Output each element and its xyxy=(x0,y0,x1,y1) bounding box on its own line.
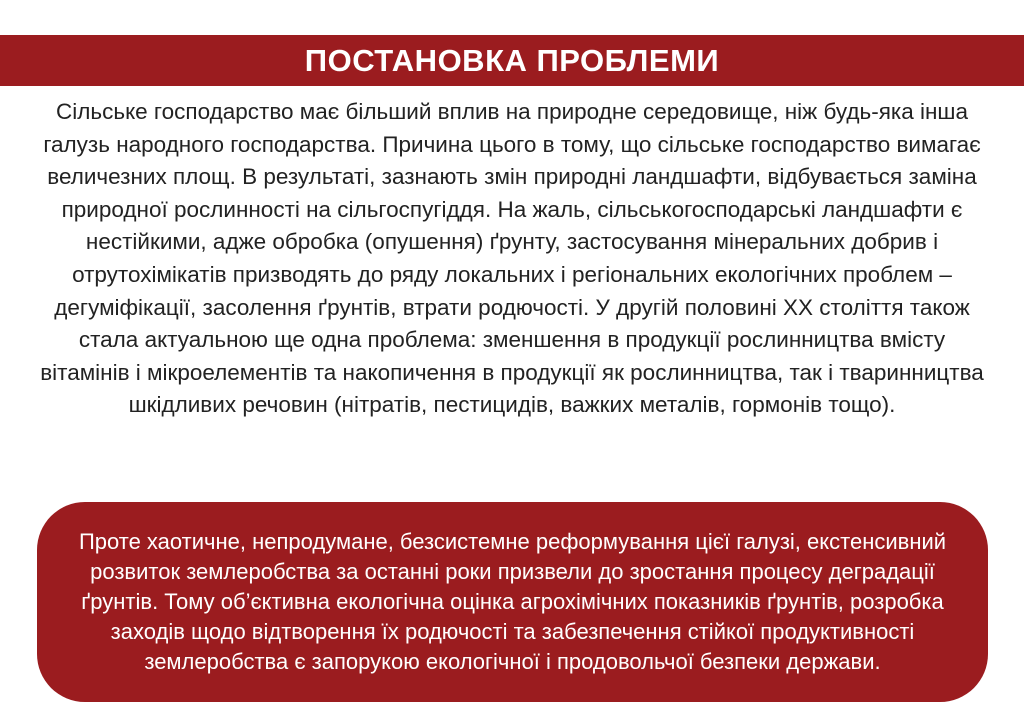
callout-text: Проте хаотичне, непродумане, безсистемне реформування цієї галузі, екстенсивний розвиток землеробства за останні роки призвели до зростання процесу деградації ґрунтів. Тому об’єктивна екологічна оцінка агрохімічних показників ґрунтів, розробка заходів щодо відтворення їх родючості та забезпечення стійкої продуктивності землеробства є запорукою екологічної і продовольчої безпеки держави. xyxy=(78,529,947,674)
title-banner xyxy=(0,35,1024,86)
conclusion-callout xyxy=(37,502,988,702)
main-paragraph: Сільське господарство має більший вплив на природне середовище, ніж будь-яка інша галузь народного господарства. Причина цього в тому, що сільське господарство вимагає величезних площ. В результаті, зазнають змін природні ландшафти, відбувається заміна природної рослинності на сільгоспугіддя. На жаль, сільськогосподарські ландшафти є нестійкими, адже обробка (опушення) ґрунту, застосування мінеральних добрив і отрутохімікатів призводять до ряду локальних і регіональних екологічних проблем – дегуміфікації, засолення ґрунтів, втрати родючості. У другій половині XX століття також стала актуальною ще одна проблема: зменшення в продукції рослинництва вмісту вітамінів і мікроелементів та накопичення в продукції як рослинництва, так і тваринництва шкідливих речовин (нітратів, пестицидів, важких металів, гормонів тощо). xyxy=(40,99,984,418)
page-title: ПОСТАНОВКА ПРОБЛЕМИ xyxy=(304,42,720,78)
